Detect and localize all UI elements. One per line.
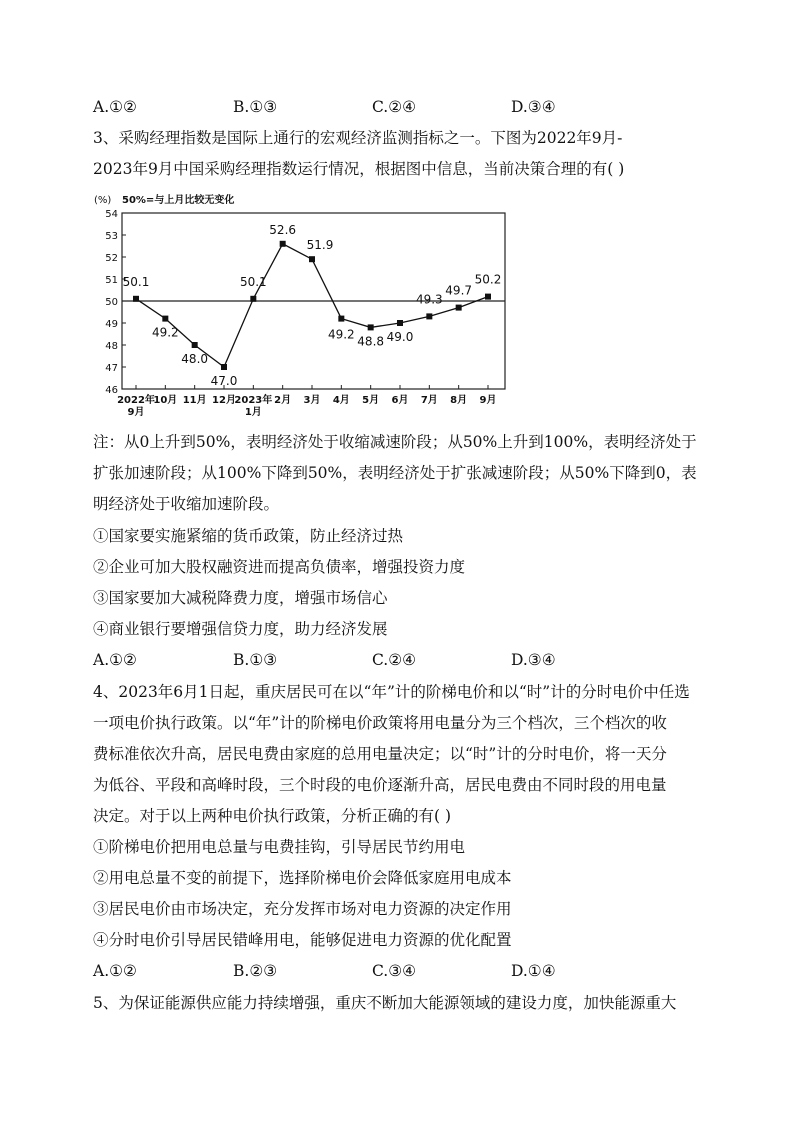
data-label: 47.0 <box>210 374 238 388</box>
data-label: 51.9 <box>306 238 334 253</box>
y-tick-label: 54 <box>105 209 118 220</box>
q3-option-d: D.③④ <box>511 651 556 669</box>
y-tick-label: 48 <box>105 341 118 352</box>
q3-option-b: B.①③ <box>233 651 278 669</box>
y-tick-label: 46 <box>105 385 118 396</box>
data-label: 49.2 <box>327 327 355 342</box>
x-tick-label: 2月 <box>274 395 292 406</box>
x-tick-label: 9月 <box>479 395 497 406</box>
x-tick-label: 5月 <box>362 395 380 406</box>
q4-stem-line4: 为低谷、平段和高峰时段，三个时段的电价逐渐升高，居民电费由不同时段的用电量 <box>93 776 667 794</box>
q4-item-4: ④分时电价引导居民错峰用电，能够促进电力资源的优化配置 <box>93 931 512 949</box>
q3-stem-line2: 2023年9月中国采购经理指数运行情况，根据图中信息，当前决策合理的有( ) <box>93 160 625 178</box>
q4-item-1: ①阶梯电价把用电总量与电费挂钩，引导居民节约用电 <box>93 838 466 856</box>
q4-stem-line5: 决定。对于以上两种电价执行政策，分析正确的有( ) <box>93 807 452 825</box>
data-label: 48.8 <box>357 334 385 349</box>
y-tick-label: 50 <box>105 297 118 308</box>
q5-stem-line1: 5、为保证能源供应能力持续增强，重庆不断加大能源领域的建设力度，加快能源重大 <box>93 994 677 1012</box>
x-tick-label: 3月 <box>303 395 321 406</box>
x-tick-label: 6月 <box>391 395 409 406</box>
q4-option-d: D.①④ <box>511 962 556 980</box>
data-point <box>250 296 256 302</box>
y-tick-label: 52 <box>105 253 118 264</box>
data-point <box>162 316 168 322</box>
q2-option-b: B.①③ <box>233 98 278 116</box>
q3-item-3: ③国家要加大减税降费力度，增强市场信心 <box>93 589 388 607</box>
q4-option-a: A.①② <box>93 962 137 980</box>
data-label: 49.0 <box>386 330 414 344</box>
q4-option-b: B.②③ <box>233 962 278 980</box>
chart-annotation: 50%=与上月比较无变化 <box>122 195 235 206</box>
y-tick-label: 53 <box>105 231 118 242</box>
q3-note-line1: 注：从0上升到50%，表明经济处于收缩减速阶段；从50%上升到100%，表明经济处于 <box>93 433 697 451</box>
data-point <box>368 324 374 330</box>
data-point <box>309 256 315 262</box>
q4-stem-line1: 4、2023年6月1日起，重庆居民可在以“年”计的阶梯电价和以“时”计的分时电价中任选 <box>93 683 690 701</box>
data-label: 48.0 <box>181 352 209 366</box>
q3-option-c: C.②④ <box>372 651 417 669</box>
q4-item-3: ③居民电价由市场决定，充分发挥市场对电力资源的决定作用 <box>93 900 512 918</box>
data-label: 52.6 <box>269 222 297 237</box>
q2-option-c: C.②④ <box>372 98 417 116</box>
y-tick-label: 47 <box>105 363 118 374</box>
data-label: 50.1 <box>122 274 150 289</box>
q4-stem-line2: 一项电价执行政策。以“年”计的阶梯电价政策将用电量分为三个档次，三个档次的收 <box>93 714 667 732</box>
x-tick-label: 7月 <box>420 395 438 406</box>
x-tick-label: 10月 <box>153 395 178 406</box>
x-tick-label: 11月 <box>182 395 207 406</box>
data-label: 50.1 <box>239 274 267 289</box>
q3-item-4: ④商业银行要增强信贷力度，助力经济发展 <box>93 620 388 638</box>
data-point <box>397 320 403 326</box>
q3-item-2: ②企业可加大股权融资进而提高负债率，增强投资力度 <box>93 558 466 576</box>
x-tick-label: 2022年 9月 <box>117 395 155 418</box>
q3-option-a: A.①② <box>93 651 137 669</box>
pmi-line-chart <box>88 190 518 422</box>
data-point <box>338 316 344 322</box>
data-point <box>221 364 227 370</box>
data-point <box>485 294 491 300</box>
data-label: 49.3 <box>415 292 443 307</box>
q4-options <box>93 960 693 982</box>
q2-option-a: A.①② <box>93 98 137 116</box>
chart-ylabel: (%) <box>94 195 112 206</box>
data-point <box>192 342 198 348</box>
q4-stem-line3: 费标准依次升高，居民电费由家庭的总用电量决定；以“时”计的分时电价，将一天分 <box>93 745 667 763</box>
q4-option-c: C.③④ <box>372 962 417 980</box>
q2-option-d: D.③④ <box>511 98 556 116</box>
data-label: 49.2 <box>151 325 179 340</box>
y-tick-label: 49 <box>105 319 118 330</box>
data-point <box>280 241 286 247</box>
x-tick-label: 12月 <box>212 395 236 406</box>
q3-item-1: ①国家要实施紧缩的货币政策，防止经济过热 <box>93 527 404 545</box>
q4-item-2: ②用电总量不变的前提下，选择阶梯电价会降低家庭用电成本 <box>93 869 512 887</box>
x-tick-label: 2023年 1月 <box>234 395 273 418</box>
x-tick-label: 8月 <box>450 395 468 406</box>
x-tick-label: 4月 <box>332 395 350 406</box>
data-label: 49.7 <box>445 283 473 298</box>
data-point <box>426 313 432 319</box>
data-point <box>456 305 462 311</box>
q2-options <box>93 96 693 118</box>
q3-stem-line1: 3、采购经理指数是国际上通行的宏观经济监测指标之一。下图为2022年9月- <box>93 129 623 147</box>
data-point <box>133 296 139 302</box>
y-tick-label: 51 <box>105 275 118 286</box>
q3-options <box>93 649 693 671</box>
q3-note-line3: 明经济处于收缩加速阶段。 <box>93 495 280 513</box>
data-label: 50.2 <box>474 272 502 287</box>
q3-note-line2: 扩张加速阶段；从100%下降到50%，表明经济处于扩张减速阶段；从50%下降到0，表 <box>93 464 697 482</box>
